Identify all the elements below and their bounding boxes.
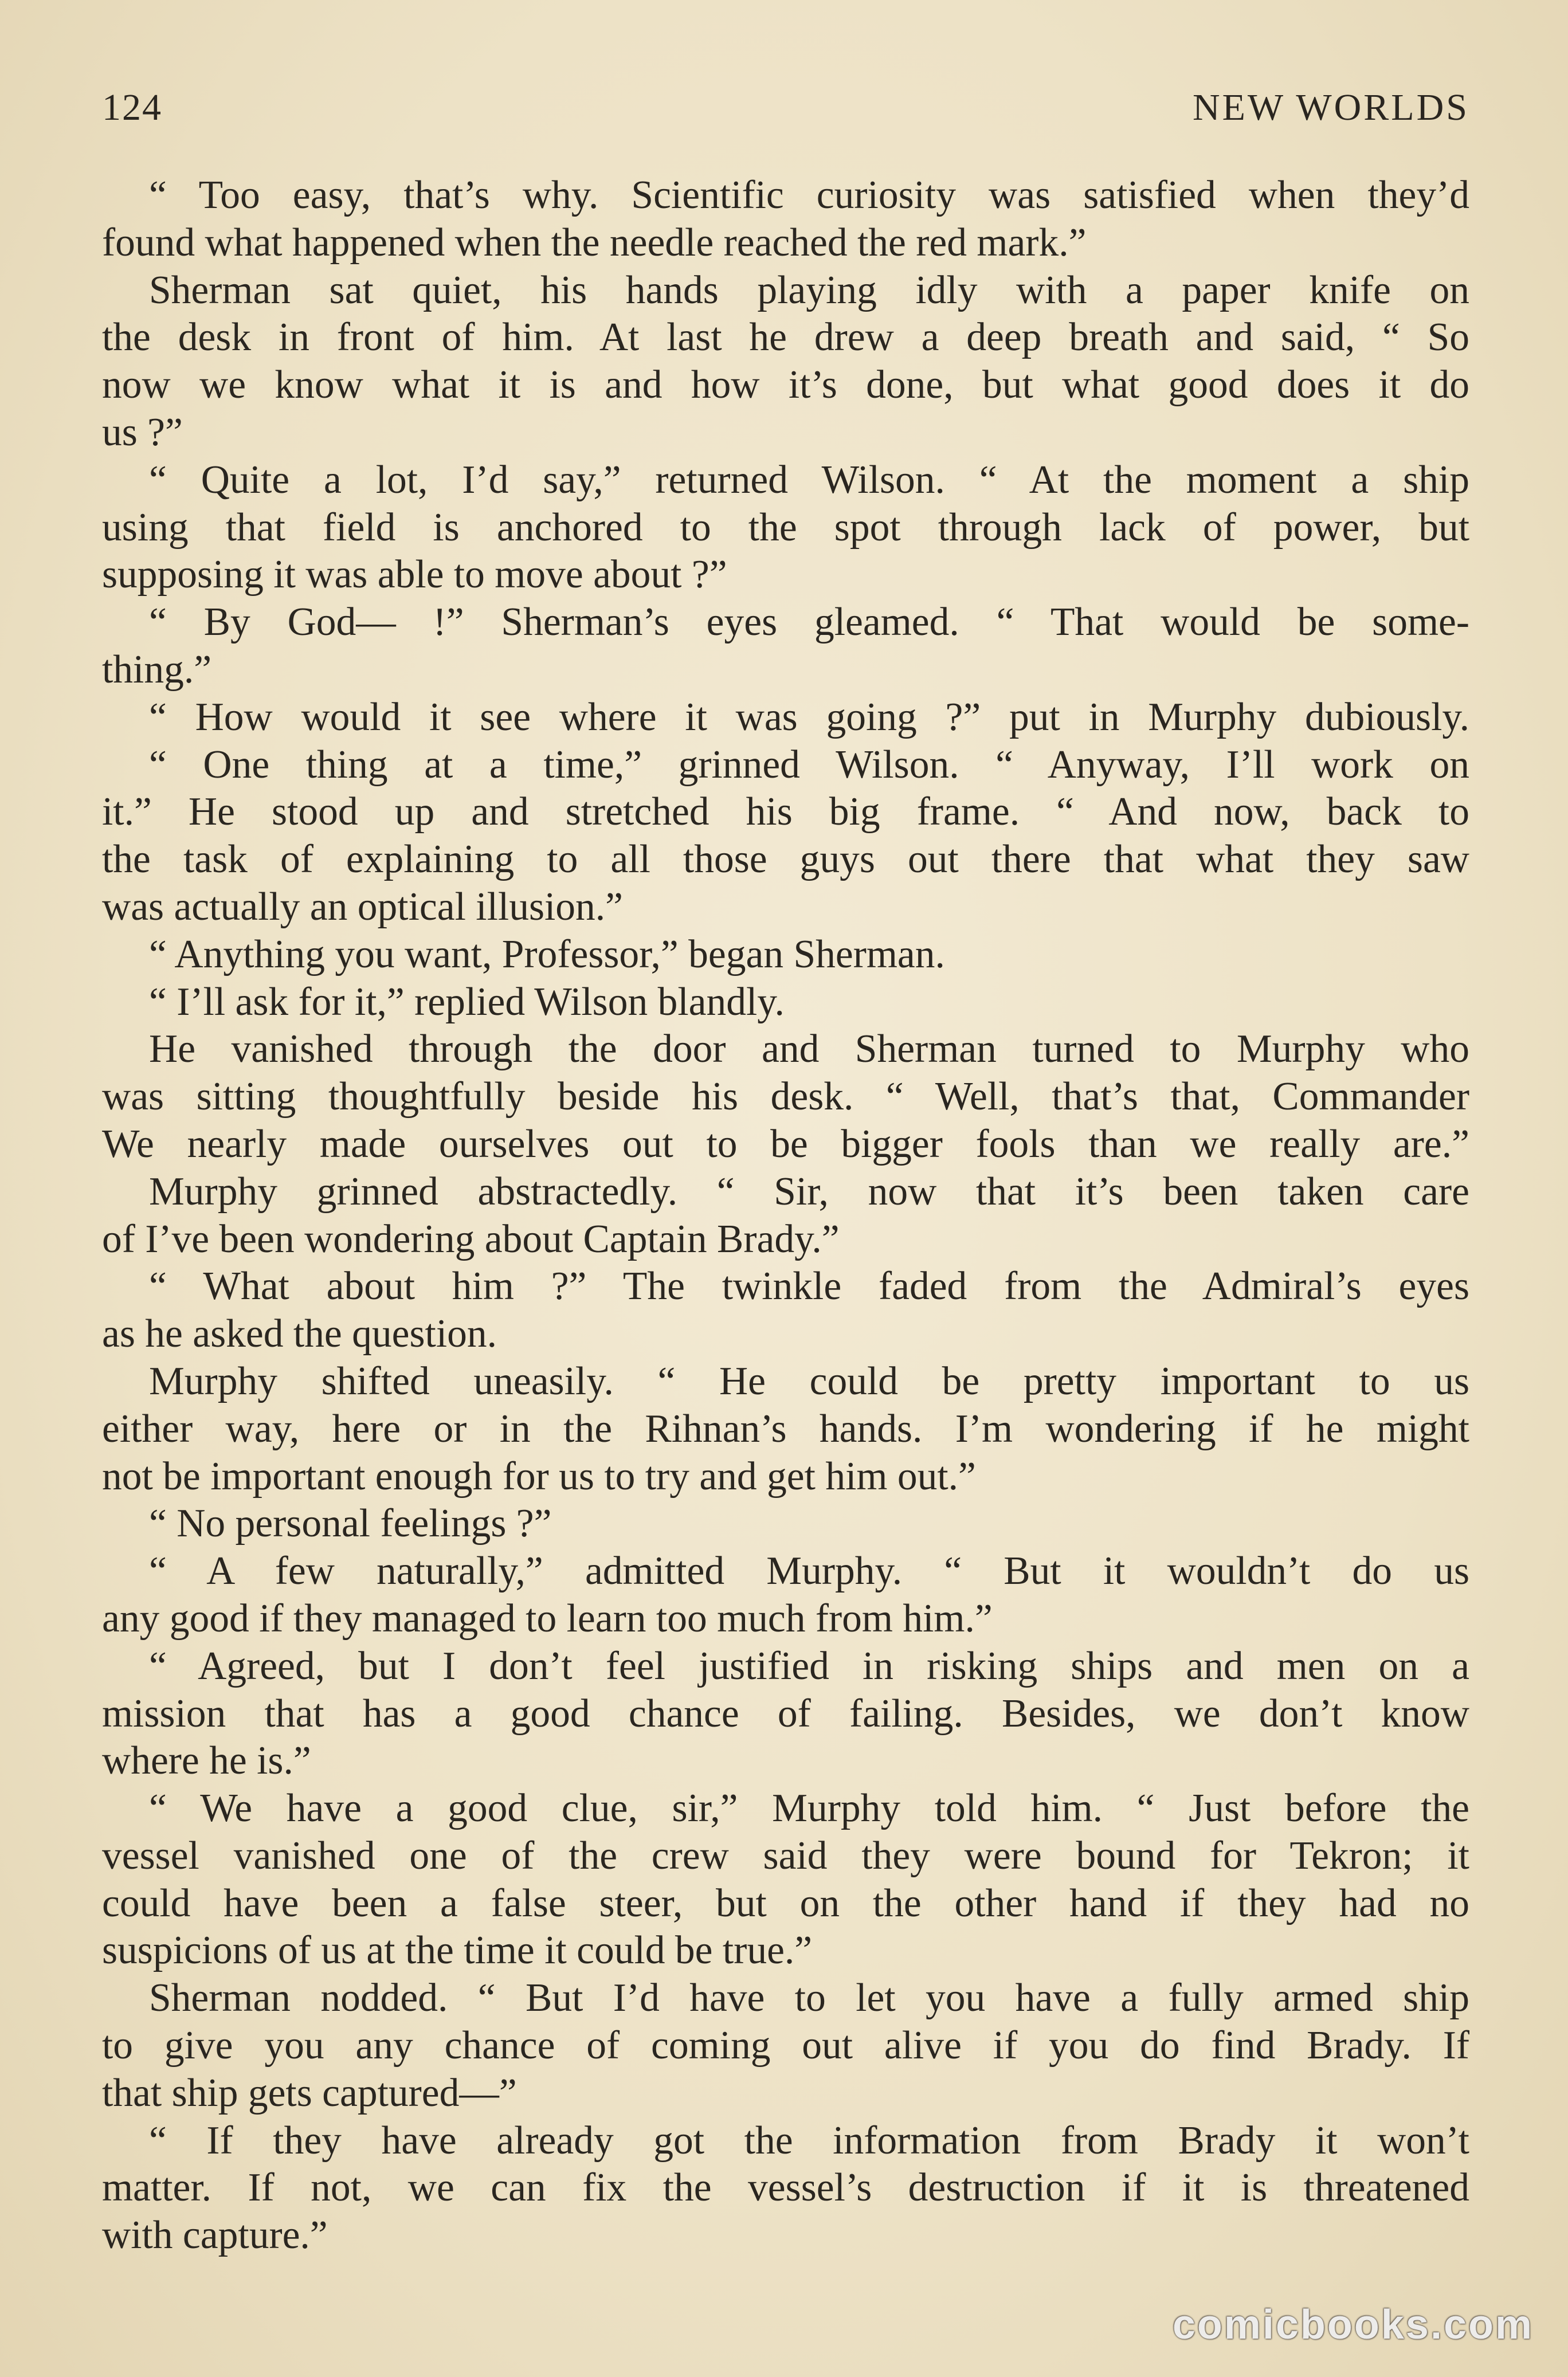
text-line: “ By God— !” Sherman’s eyes gleamed. “ That would be some- xyxy=(149,600,1469,645)
text-line: “ What about him ?” The twinkle faded from the Admiral’s eyes xyxy=(149,1264,1469,1309)
text-line: “ Quite a lot, I’d say,” returned Wilson. “ At the moment a ship xyxy=(149,457,1469,502)
text-line: supposing it was able to move about ?” xyxy=(102,552,727,597)
text-line: with capture.” xyxy=(102,2213,328,2258)
text-line: “ Agreed, but I don’t feel justified in risking ships and men on a xyxy=(149,1643,1469,1688)
text-line: “ No personal feelings ?” xyxy=(149,1501,552,1546)
text-line: it.” He stood up and stretched his big frame. “ And now, back to xyxy=(102,790,1469,834)
text-line: could have been a false steer, but on the other hand if they had no xyxy=(102,1881,1469,1925)
text-line: now we know what it is and how it’s done, but what good does it do xyxy=(102,363,1469,407)
text-line: Sherman nodded. “ But I’d have to let you have a fully armed ship xyxy=(149,1976,1469,2021)
text-line: not be important enough for us to try and get him out.” xyxy=(102,1454,976,1499)
text-line: vessel vanished one of the crew said they were bound for Tekron; it xyxy=(102,1833,1469,1878)
text-line: “ Too easy, that’s why. Scientific curiosity was satisfied when they’d xyxy=(149,173,1469,217)
text-line: matter. If not, we can fix the vessel’s destruction if it is threatened xyxy=(102,2166,1469,2210)
running-head: NEW WORLDS xyxy=(1192,87,1469,128)
text-line: was sitting thoughtfully beside his desk. “ Well, that’s that, Commander xyxy=(102,1074,1469,1119)
text-line: Sherman sat quiet, his hands playing idly with a paper knife on xyxy=(149,268,1469,312)
text-line: us ?” xyxy=(102,410,183,454)
text-line: as he asked the question. xyxy=(102,1312,497,1356)
text-line: was actually an optical illusion.” xyxy=(102,884,624,929)
text-line: “ One thing at a time,” grinned Wilson. “ Anyway, I’ll work on xyxy=(149,742,1469,787)
text-line: “ We have a good clue, sir,” Murphy told him. “ Just before the xyxy=(149,1786,1469,1831)
text-line: We nearly made ourselves out to be bigger fools than we really are.” xyxy=(102,1121,1469,1166)
text-line: mission that has a good chance of failing. Besides, we don’t know xyxy=(102,1691,1469,1736)
text-line: found what happened when the needle reached the red mark.” xyxy=(102,220,1087,265)
watermark: comicbooks.com xyxy=(1172,2302,1534,2348)
text-line: any good if they managed to learn too much from him.” xyxy=(102,1596,993,1641)
text-line: where he is.” xyxy=(102,1739,311,1783)
text-line: “ How would it see where it was going ?” put in Murphy dubiously. xyxy=(149,695,1469,739)
text-line: “ I’ll ask for it,” replied Wilson blandly. xyxy=(149,979,785,1024)
body-text xyxy=(102,172,1469,2260)
text-line: thing.” xyxy=(102,647,212,692)
page-number: 124 xyxy=(102,87,162,128)
text-line: “ A few naturally,” admitted Murphy. “ But it wouldn’t do us xyxy=(149,1549,1469,1594)
page-header xyxy=(102,86,1469,149)
text-line: to give you any chance of coming out alive if you do find Brady. If xyxy=(102,2023,1469,2068)
text-line: either way, here or in the Rihnan’s hands. I’m wondering if he might xyxy=(102,1406,1469,1451)
text-line: “ If they have already got the information from Brady it won’t xyxy=(149,2118,1469,2163)
text-line: suspicions of us at the time it could be true.” xyxy=(102,1928,813,1973)
text-line: He vanished through the door and Sherman turned to Murphy who xyxy=(149,1027,1469,1072)
text-line: using that field is anchored to the spot through lack of power, but xyxy=(102,505,1469,550)
text-line: Murphy shifted uneasily. “ He could be pretty important to us xyxy=(149,1359,1469,1403)
text-line: of I’ve been wondering about Captain Brady.” xyxy=(102,1217,840,1261)
text-line: “ Anything you want, Professor,” began Sherman. xyxy=(149,932,945,976)
text-line: the desk in front of him. At last he drew a deep breath and said, “ So xyxy=(102,315,1469,360)
text-line: the task of explaining to all those guys out there that what they saw xyxy=(102,837,1469,882)
text-line: Murphy grinned abstractedly. “ Sir, now that it’s been taken care xyxy=(149,1169,1469,1214)
text-line: that ship gets captured—” xyxy=(102,2070,517,2115)
